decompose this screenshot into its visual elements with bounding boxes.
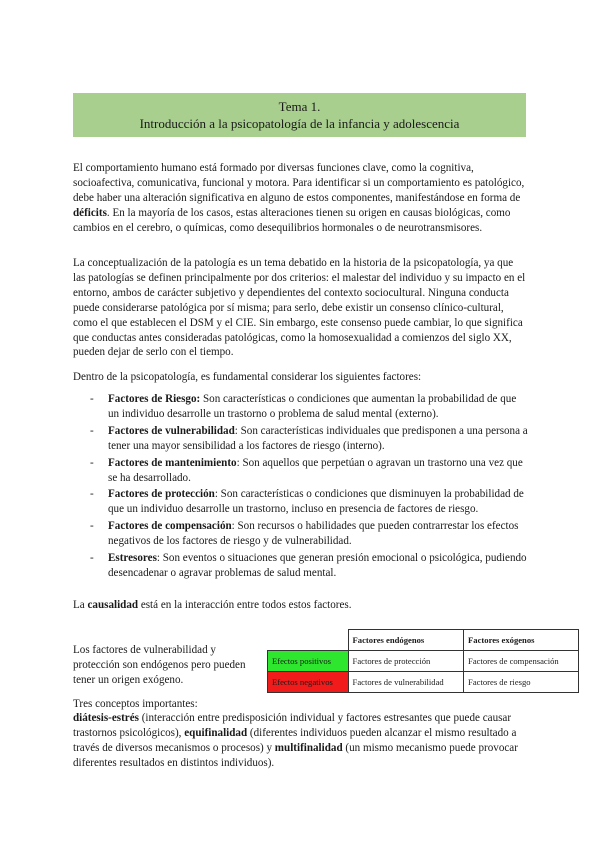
paragraph-3: Dentro de la psicopatología, es fundamental considerar los siguientes factores: xyxy=(73,371,422,383)
list-item xyxy=(73,487,528,517)
list-item xyxy=(73,551,528,581)
row-label-negative: Efectos negativos xyxy=(268,672,349,693)
concepts-paragraph xyxy=(73,711,528,771)
list-item xyxy=(73,456,528,486)
table-cell: Factores de protección xyxy=(348,651,464,672)
paragraph-1 xyxy=(73,161,528,236)
factor-desc: Son características o condiciones que aumentan la probabilidad de que un individuo desarrolle un trastorno o problema de salud mental (externo). xyxy=(108,393,517,420)
row-label-positive: Efectos positivos xyxy=(268,651,349,672)
title-box xyxy=(73,93,526,137)
paragraph-causality xyxy=(73,598,528,613)
concept-text: (interacción entre predisposición individual y factores estresantes que puede causar trastornos psicológicos), xyxy=(73,712,512,739)
list-dash: - xyxy=(90,552,94,565)
concept-text: (diferentes individuos pueden alcanzar el mismo resultado a través de diversos mecanismos o procesos) y xyxy=(73,726,517,754)
concept-diathesis: diátesis-estrés xyxy=(73,712,139,724)
concept-text: (un mismo mecanismo puede provocar diferentes resultados en distintos individuos). xyxy=(73,741,518,769)
p1-text-a: El comportamiento humano está formado por diversas funciones clave, como la cognitiva, socioafectiva, comunicativa, funcional y motora. Para identificar si un comportamiento es patológico, debe haber una alteración significativa en alguno de estos componentes, manifestándose en forma de xyxy=(73,162,525,204)
factor-term: Factores de protección xyxy=(108,488,215,501)
factor-desc: : Son aquellos que perpetúan o agravan un trastorno una vez que se ha desarrollado. xyxy=(108,456,523,484)
list-dash: - xyxy=(90,393,94,405)
table-cell: Factores de compensación xyxy=(464,651,579,672)
table-row xyxy=(268,651,579,672)
side-note: Los factores de vulnerabilidad y protección son endógenos pero pueden tener un origen exógeno. xyxy=(73,644,246,686)
factors-list xyxy=(73,392,528,583)
list-item xyxy=(73,392,528,422)
list-dash: - xyxy=(90,424,94,437)
factor-term: Factores de Riesgo: xyxy=(108,393,201,405)
table-header-row xyxy=(268,630,579,651)
factors-table xyxy=(267,629,579,693)
table-corner-cell xyxy=(268,630,349,651)
table-header-exogenous: Factores exógenos xyxy=(464,630,579,651)
title-line-1: Tema 1. xyxy=(278,99,321,114)
table-header-endogenous: Factores endógenos xyxy=(348,630,464,651)
factor-desc: : Son recursos o habilidades que pueden contrarrestar los efectos negativos de los factores de riesgo y de vulnerabilidad. xyxy=(108,520,519,548)
concept-multifinality: multifinalidad xyxy=(274,741,343,754)
p4-bold: causalidad xyxy=(87,599,139,611)
concept-equifinality: equifinalidad xyxy=(184,726,248,739)
table-cell: Factores de vulnerabilidad xyxy=(348,672,464,693)
factor-term: Estresores xyxy=(108,552,157,565)
p4-text-a: La xyxy=(73,599,88,611)
list-dash: - xyxy=(90,456,94,469)
title-line-2: Introducción a la psicopatología de la infancia y adolescencia xyxy=(139,116,460,131)
list-item xyxy=(73,519,528,549)
p4-text-b: está en la interacción entre todos estos factores. xyxy=(138,599,352,611)
factor-term: Factores de mantenimiento xyxy=(108,456,237,469)
concepts-heading: Tres conceptos importantes: xyxy=(73,698,198,710)
table-cell: Factores de riesgo xyxy=(464,672,579,693)
paragraph-2: La conceptualización de la patología es un tema debatido en la historia de la psicopatología, ya que las patologías se definen principalmente por dos criterios: el malestar del individuo y su impacto en el entorno, ambos de carácter subjetivo y dependientes del contexto sociocultural. Ninguna conducta puede considerarse patológica por sí misma; para serlo, debe existir un consenso clínico-cultural, como el que establecen el DSM y el CIE. Sin embargo, este consenso puede cambiar, lo que significa que conductas antes consideradas patológicas, como la homosexualidad a comienzos del siglo XX, pueden dejar de serlo con el tiempo. xyxy=(73,257,526,359)
list-dash: - xyxy=(90,520,94,533)
table-row xyxy=(268,672,579,693)
p1-bold: déficits xyxy=(73,206,107,219)
factor-term: Factores de vulnerabilidad xyxy=(108,424,235,437)
factor-desc: : Son características o condiciones que disminuyen la probabilidad de que un individuo desarrolle un trastorno, incluso en presencia de factores de riesgo. xyxy=(108,488,524,516)
factor-desc: : Son eventos o situaciones que generan presión emocional o psicológica, pudiendo desencadenar o agravar problemas de salud mental. xyxy=(108,552,527,579)
factor-desc: : Son características individuales que predisponen a una persona a tener una mayor sensibilidad a los factores de riesgo (interno). xyxy=(108,424,528,452)
p1-text-b: . En la mayoría de los casos, estas alteraciones tienen su origen en causas biológicas, como cambios en el cerebro, o químicas, como desequilibrios hormonales o de neurotransmisores. xyxy=(73,206,511,234)
list-item xyxy=(73,424,528,454)
list-dash: - xyxy=(90,488,94,501)
factor-term: Factores de compensación xyxy=(108,520,232,533)
